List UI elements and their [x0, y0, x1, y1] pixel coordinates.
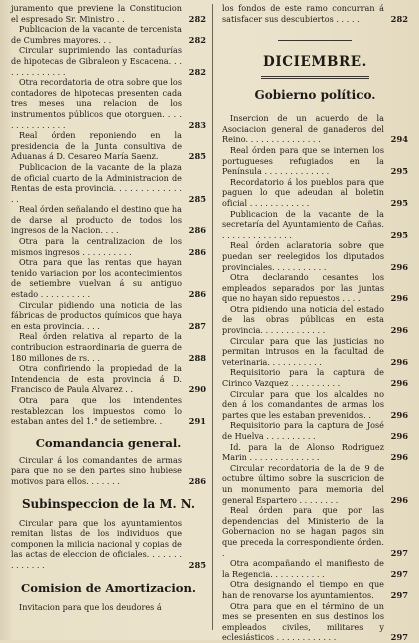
entry-page-number: 286: [188, 225, 206, 236]
index-entry: [11, 77, 206, 130]
entry-text: Publicacion de la vacante de tercenista de Cumbres mayores. . .: [11, 24, 182, 45]
ornament-rule: [278, 40, 352, 41]
index-entry: [222, 3, 408, 24]
entry-text: Real órden reponiendo en la presidencia de la Junta consultiva de Aduanas á D. Cesareo María Saenz.: [11, 130, 182, 162]
entry-page-number: 286: [188, 289, 206, 300]
entry-page-number: 296: [390, 325, 408, 336]
index-entry: [222, 113, 408, 145]
index-entry: [222, 209, 408, 241]
entry-text: Publicacion de la vacante de la secretaría del Ayuntamiento de Cañas. . . . . . . . . . . . . . .: [222, 208, 384, 240]
entry-page-number: 291: [188, 416, 206, 427]
entry-page-number: 296: [390, 356, 408, 367]
entry-text: Otra pidiendo una noticia del estado de las obras públicas en esta provincia. . . . . . . . . . . . .: [222, 303, 384, 336]
index-entry: [11, 331, 206, 363]
entries-left-top: [11, 3, 206, 427]
entry-page-number: 285: [188, 151, 206, 162]
entry-page-number: 285: [188, 193, 206, 204]
entries-subinspeccion: [11, 518, 206, 571]
entry-text: Otra para que en el término de un mes se presenten en sus destinos los empleados civiles, militares y eclesiásticos . . . . . . . . . . . .: [222, 600, 384, 643]
entry-page-number: 295: [390, 197, 408, 208]
index-entry: [11, 3, 206, 24]
entry-text: Circular á los comandantes de armas para que no se den partes sino hubiese motivos para ellos. . . . . . .: [11, 454, 182, 486]
entry-text: Circular recordatoria de la de 9 de octubre último sobre la suscricion de un monumento para memoria del general Espartero . . . . . . . .: [222, 462, 384, 505]
index-entry: [222, 304, 408, 336]
entry-page-number: 296: [390, 494, 408, 505]
entry-page-number: 296: [390, 378, 408, 389]
entry-text: Otra acompañando el manifiesto de la Regencia. . . . . . . . . . .: [222, 558, 384, 579]
entry-page-number: 282: [188, 13, 206, 24]
entry-text: Otra para la centralizacion de los mismos ingresos . . . . . . . . . .: [11, 236, 182, 257]
index-entry: [222, 272, 408, 304]
index-entry: [11, 130, 206, 162]
index-entry: [11, 24, 206, 45]
heading-comandancia-general: Comandancia general.: [35, 435, 182, 450]
index-entry: [222, 420, 408, 441]
index-entry: [11, 236, 206, 257]
entry-page-number: 282: [188, 66, 206, 77]
index-entry: [11, 395, 206, 427]
index-entry: [11, 455, 206, 487]
index-entry: [222, 601, 408, 643]
entry-page-number: 297: [390, 589, 408, 600]
index-entry: [11, 602, 206, 613]
entry-text: Recordatorio á los pueblos para que paguen lo que adeudan al boletin oficial . . . . . . . . . . . .: [222, 176, 384, 208]
entry-text: Real órden para que por las dependencias del Ministerio de la Gobernacion no se hagan pagos sin que preceda la correspondiente órden. .: [222, 505, 384, 558]
entry-page-number: 287: [188, 320, 206, 331]
index-entry: [222, 463, 408, 505]
entry-text: Id. para la de Alonso Rodriguez Marin . . . . . . . . . . . . . .: [222, 441, 384, 463]
entry-page-number: 296: [390, 431, 408, 441]
heading-gobierno-politico: Gobierno político.: [254, 88, 376, 103]
index-entry: [11, 162, 206, 204]
index-entry: [222, 367, 408, 388]
heading-subinspeccion: Subinspeccion de la M. N.: [21, 496, 196, 511]
entry-page-number: 295: [390, 166, 408, 177]
entry-text: Requisitorio para la captura de Cirinco Vazquez . . . . . . . . . .: [222, 367, 384, 389]
entry-text: Otra para que las rentas que hayan tenido variacion por los acontecimientos de setiembre vuelvan á su antiguo estado . . . . . . . . . .: [11, 257, 182, 300]
entry-page-number: 285: [188, 559, 206, 570]
index-entry: [222, 579, 408, 600]
entry-text: Otra para que los intendentes restablezcan los impuestos como lo estaban antes del 1.° de setiembre. .: [11, 394, 182, 427]
entry-text: Circular para que los ayuntamientos remitan listas de los individuos que componen la milicia nacional y copias de las actas de eleccion de oficiales. . . . . . . . . . . . . .: [11, 517, 182, 570]
index-entry: [11, 257, 206, 299]
index-entry: [11, 204, 206, 236]
entry-text: Circular suprimiendo las contadurías de hipotecas de Gibraleon y Escacena. . . . . . . . . . . . . .: [11, 45, 182, 77]
index-entry: [222, 442, 408, 463]
entry-text: Real órden relativa al reparto de la contribucion estraordinaria de guerra de 180 millones de rs. . .: [11, 331, 182, 363]
entry-page-number: 296: [390, 293, 408, 304]
month-rule-bottom: [261, 78, 369, 79]
entry-text: Circular para que los alcaldes no den á los comandantes de armas los partes que les estaban prevenidos. .: [222, 388, 384, 420]
index-entry: [222, 389, 408, 421]
entry-text: Real órden aclaratoria sobre que puedan ser reelegidos los diputados provinciales. . . . . . . . . . .: [222, 240, 384, 272]
index-entry: [222, 240, 408, 272]
entry-text: Insercion de un acuerdo de la Asociacion general de ganaderos del Reino. . . . . . . . . . . . . . .: [222, 113, 384, 145]
entry-text: Otra designando el tiempo en que han de renovarse los ayuntamientos.: [222, 579, 384, 600]
entry-text: Real órden para que se internen los portugueses refugiados en la Península . . . . . . . . . . . . .: [222, 144, 384, 177]
entries-comandancia: [11, 455, 206, 487]
entry-page-number: 296: [390, 409, 408, 420]
index-entry: [11, 45, 206, 77]
month-rule-top: [261, 76, 369, 77]
entry-page-number: 297: [390, 547, 408, 558]
entries-right-top: [222, 3, 408, 24]
entry-text: Circular pidiendo una noticia de las fábricas de productos químicos que haya en esta provincia. . . .: [11, 299, 182, 331]
index-entry: [222, 336, 408, 368]
entry-page-number: 295: [390, 229, 408, 240]
entry-text: Circular para que las justicias no permitan intrusos en la facultad de veterinaria. . . . . . . . . . .: [222, 335, 384, 367]
entry-page-number: 297: [390, 568, 408, 579]
index-entry: [11, 363, 206, 395]
entry-page-number: 290: [188, 384, 206, 395]
heading-comision-amortizacion: Comision de Amortizacion.: [21, 580, 196, 595]
entry-page-number: 296: [390, 452, 408, 463]
entry-page-number: 286: [188, 246, 206, 257]
entry-page-number: 297: [390, 632, 408, 643]
index-entry: [222, 145, 408, 177]
entry-page-number: 294: [390, 134, 408, 145]
entry-page-number: 282: [390, 13, 408, 24]
entry-text: Requisitorio para la captura de José de Huelva . . . . . . . . . .: [222, 420, 384, 441]
entry-text: los fondos de este ramo concurran á satisfacer sus descubiertos . . . . .: [222, 3, 384, 24]
entries-amortizacion: [11, 602, 206, 613]
index-entry: [11, 518, 206, 571]
index-entry: [222, 558, 408, 579]
column-divider: [212, 4, 213, 630]
entry-text: Otra recordatoria de otra sobre que los contadores de hipotecas presenten cada tres meses una relacion de los instrumentos públicos que otorguen. . . . . . . . . . . . . . .: [11, 77, 182, 130]
entry-page-number: 286: [188, 475, 206, 486]
index-entry: [222, 505, 408, 558]
index-entry: [11, 300, 206, 332]
entry-page-number: 288: [188, 352, 206, 363]
right-column: [222, 3, 408, 643]
entry-page-number: 283: [188, 119, 206, 130]
entry-page-number: 296: [390, 261, 408, 272]
entry-text: Otra declarando cesantes los empleados separados por las juntas que no hayan sido repuestos . . . .: [222, 272, 384, 304]
left-column: [11, 3, 206, 612]
entry-text: Invitacion para que los deudores á: [19, 601, 162, 612]
entry-page-number: 282: [188, 34, 206, 45]
entry-text: juramento que previene la Constitucion el espresado Sr. Ministro . .: [11, 3, 182, 24]
month-heading: DICIEMBRE.: [263, 54, 367, 71]
index-entry: [222, 177, 408, 209]
entry-text: Otra confiriendo la propiedad de la Intendencia de esta provincia á D. Francisco de Paula Alvarez . .: [11, 363, 182, 395]
entries-gobierno: [222, 113, 408, 643]
entry-text: Publicacion de la vacante de la plaza de oficial cuarto de la Administracion de Rentas de esta provincia. . . . . . . . . . . . . . .: [11, 161, 182, 204]
entry-text: Real órden señalando el destino que ha de darse al producto de todos los ingresos de la Nacion. . . .: [11, 204, 182, 236]
